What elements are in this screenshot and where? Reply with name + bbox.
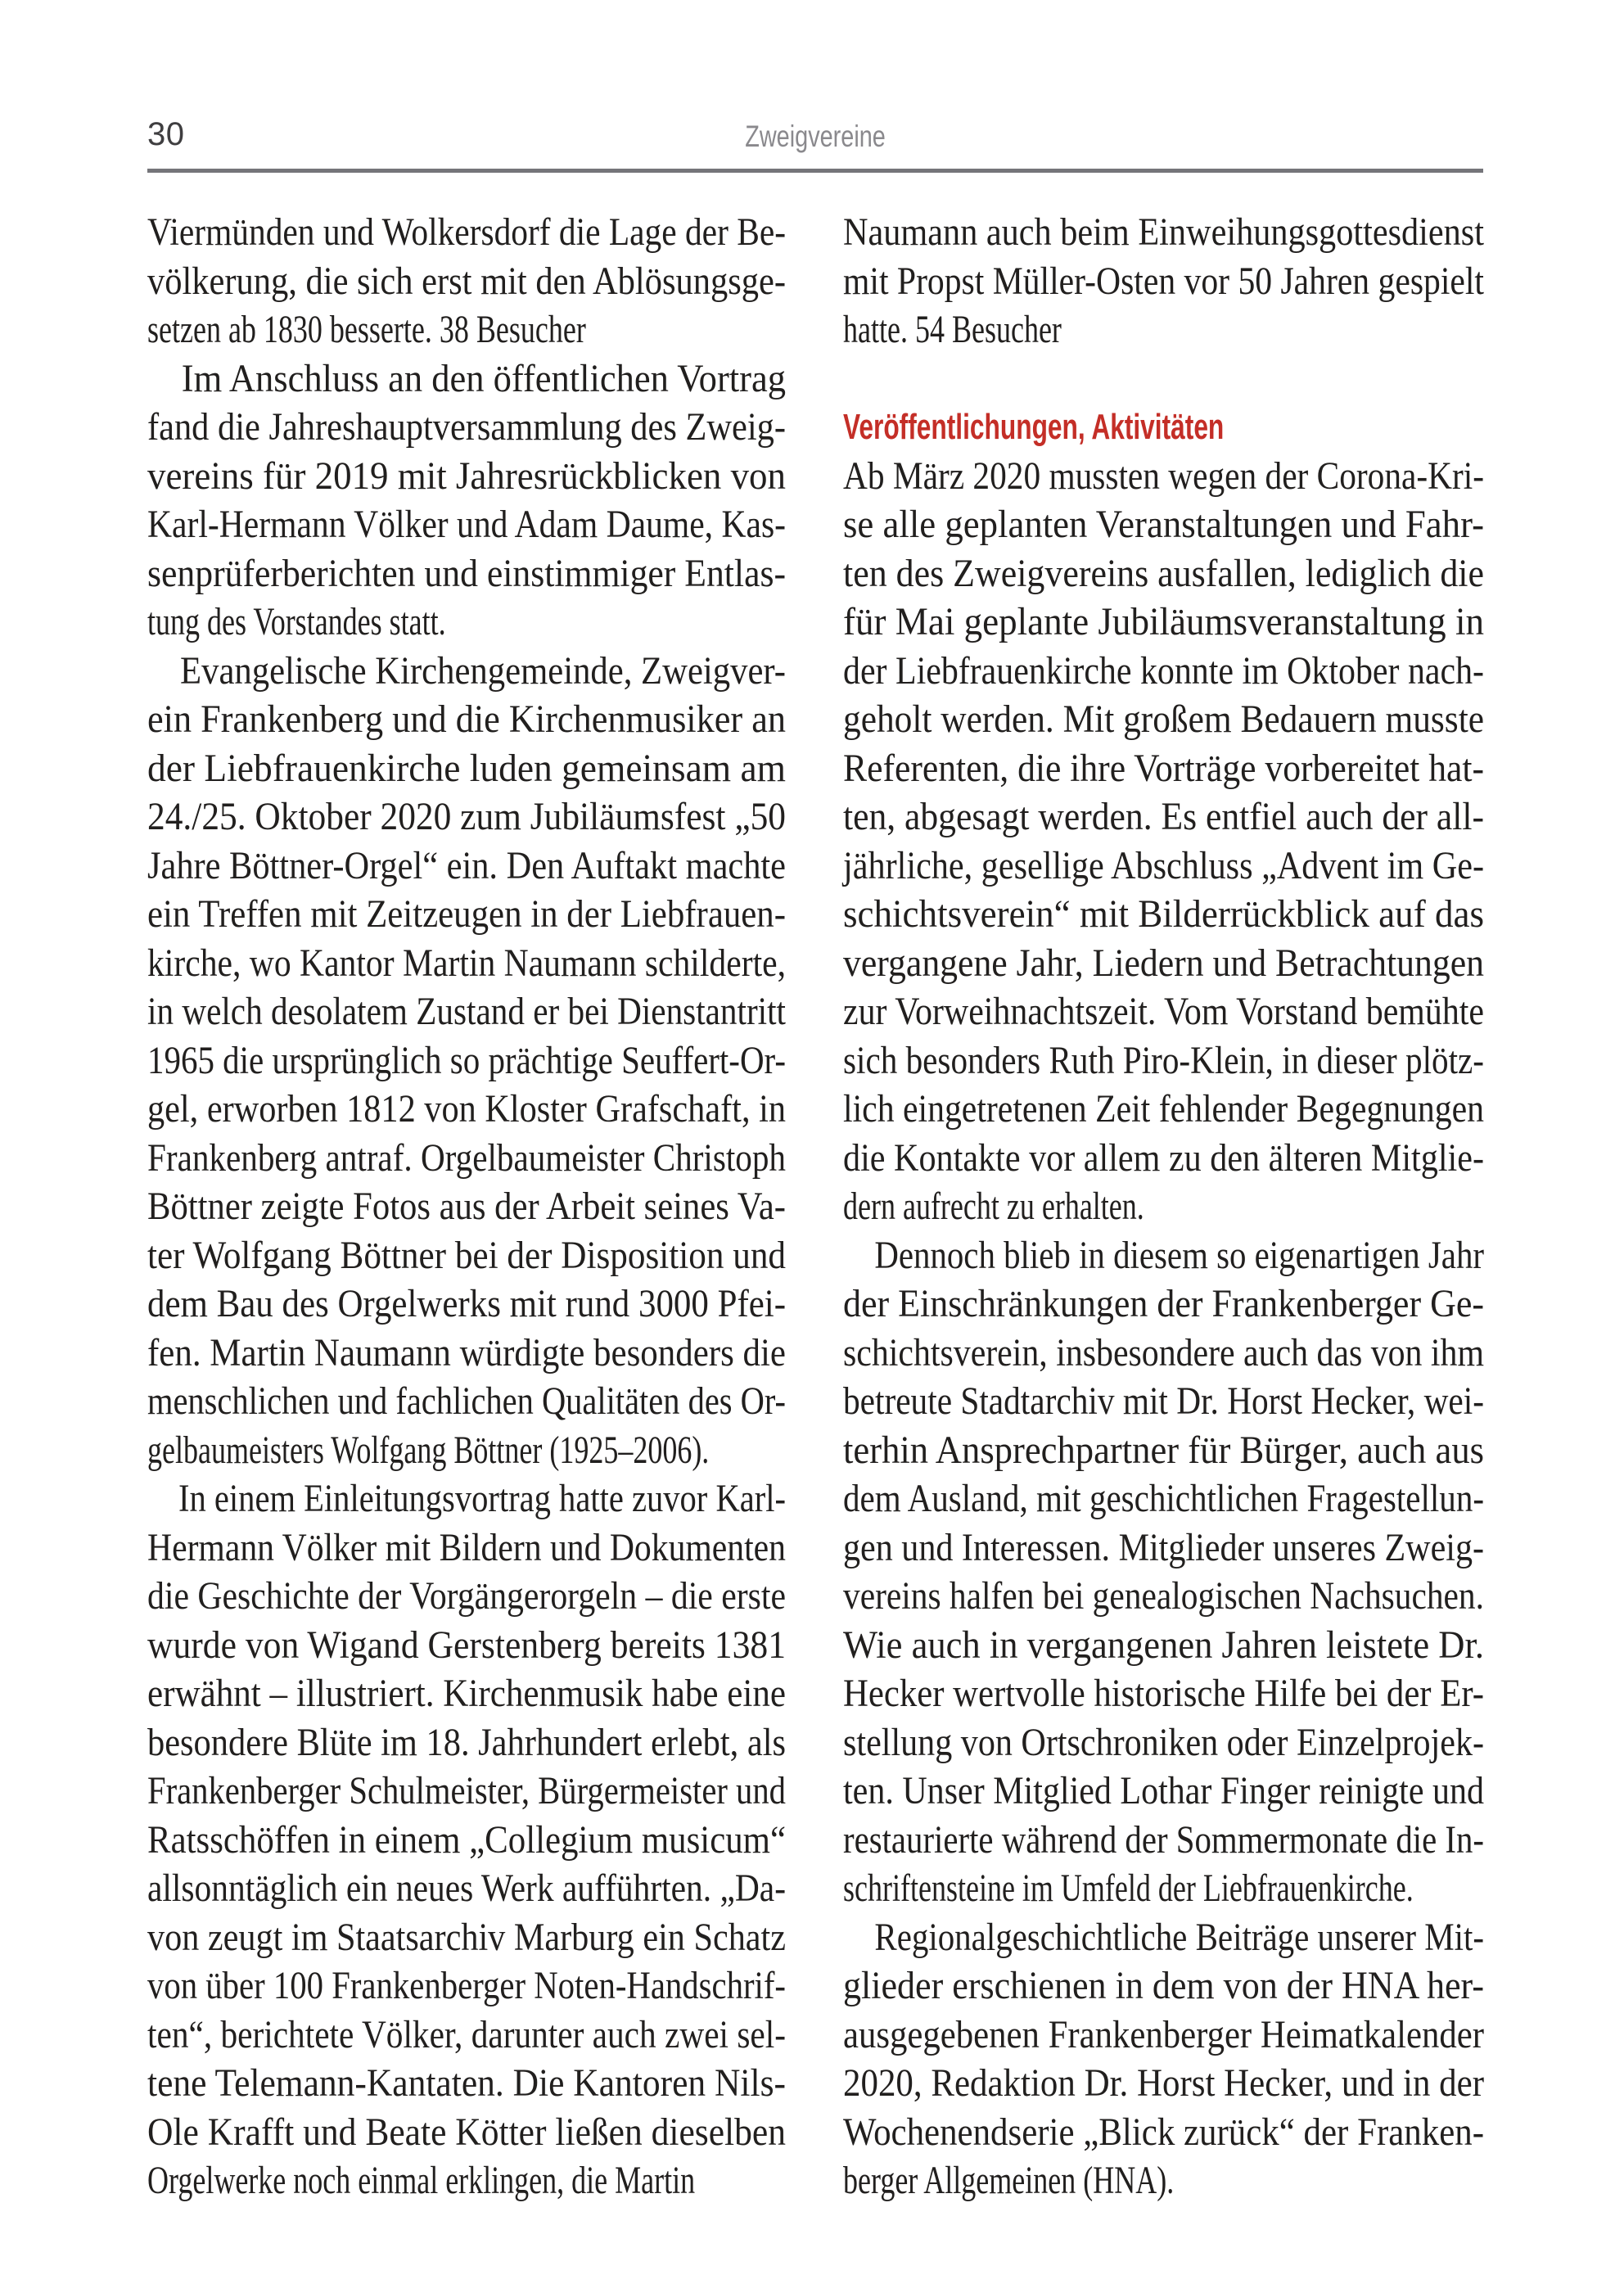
text-column-right [843, 208, 1484, 2205]
text-line: von über 100 Frankenberger Noten-Handschrif- [147, 1964, 786, 2007]
text-line: zur Vorweihnachtszeit. Vom Vorstand bemühte [843, 990, 1484, 1033]
text-line: 24./25. Oktober 2020 zum Jubiläumsfest „50 [147, 795, 786, 838]
text-line: dem Bau des Orgelwerks mit rund 3000 Pfei- [147, 1282, 786, 1325]
text-line: In einem Einleitungsvortrag hatte zuvor Karl- [178, 1477, 787, 1520]
text-line: Frankenberg antraf. Orgelbaumeister Christoph [147, 1135, 786, 1180]
text-line: 2020, Redaktion Dr. Horst Hecker, und in der [843, 2061, 1484, 2105]
text-line: glieder erschienen in dem von der HNA her- [843, 1964, 1484, 2007]
text-line: dern aufrecht zu erhalten. [843, 1185, 1144, 1228]
header-rule [147, 169, 1483, 173]
text-line: setzen ab 1830 besserte. 38 Besucher [147, 308, 586, 351]
text-line: ausgegebenen Frankenberger Heimatkalender [843, 2012, 1484, 2056]
text-line: sich besonders Ruth Piro-Klein, in dieser plötz- [843, 1038, 1484, 1082]
text-line: der Liebfrauenkirche konnte im Oktober nach- [843, 648, 1484, 693]
text-line: tung des Vorstandes statt. [147, 600, 446, 643]
text-line: von zeugt im Staatsarchiv Marburg ein Schatz [147, 1915, 786, 1959]
text-line: vereins halfen bei genealogischen Nachsuchen. [843, 1574, 1484, 1618]
text-line: Wochenendserie „Blick zurück“ der Franken- [843, 2110, 1484, 2154]
text-line: hatte. 54 Besucher [843, 308, 1062, 351]
running-head [147, 116, 1483, 154]
text-line: dem Ausland, mit geschichtlichen Fragestellun- [843, 1477, 1484, 1520]
text-line: die Kontakte vor allem zu den älteren Mitglie- [843, 1135, 1484, 1180]
text-line: geholt werden. Mit großem Bedauern musste [843, 697, 1484, 741]
text-line: Ab März 2020 mussten wegen der Corona-Kri- [843, 454, 1484, 498]
vertical-space [843, 354, 1484, 404]
text-line: Hecker wertvolle historische Hilfe bei der Er- [843, 1672, 1484, 1715]
text-line: ein Treffen mit Zeitzeugen in der Liebfrauen- [147, 892, 786, 936]
text-line: wurde von Wigand Gerstenberg bereits 1381 [147, 1623, 786, 1667]
text-line: menschlichen und fachlichen Qualitäten des Or- [147, 1379, 786, 1423]
text-line: Regionalgeschichtliche Beiträge unserer Mit- [874, 1915, 1484, 1959]
text-line: kirche, wo Kantor Martin Naumann schilderte, [147, 941, 786, 985]
text-line: Referenten, die ihre Vorträge vorbereitet hat- [843, 746, 1484, 790]
text-line: mit Propst Müller-Osten vor 50 Jahren gespielt [843, 259, 1484, 303]
text-line: Frankenberger Schulmeister, Bürgermeister und [147, 1769, 786, 1812]
running-head-title: Zweigvereine [745, 120, 886, 153]
text-line: terhin Ansprechpartner für Bürger, auch aus [843, 1428, 1484, 1472]
text-line: für Mai geplante Jubiläumsveranstaltung in [843, 600, 1484, 643]
text-line: schichtsverein, insbesondere auch das von ihm [843, 1330, 1484, 1374]
text-line: schichtsverein“ mit Bilderrückblick auf das [843, 892, 1484, 936]
text-line: in welch desolatem Zustand er bei Dienstantritt [147, 990, 786, 1033]
text-line: fand die Jahreshauptversammlung des Zweig- [147, 405, 786, 449]
text-line: Ole Krafft und Beate Kötter ließen dieselben [147, 2110, 786, 2154]
text-line: gel, erworben 1812 von Kloster Grafschaft, in [147, 1087, 786, 1131]
text-line: erwähnt – illustriert. Kirchenmusik habe eine [147, 1672, 786, 1715]
text-line: 1965 die ursprünglich so prächtige Seuffert-Or- [147, 1038, 786, 1082]
text-line: Wie auch in vergangenen Jahren leistete Dr. [843, 1623, 1484, 1667]
text-line: besondere Blüte im 18. Jahrhundert erlebt, als [147, 1720, 786, 1764]
text-line: se alle geplanten Veranstaltungen und Fahr- [843, 503, 1484, 546]
text-line: ter Wolfgang Böttner bei der Disposition und [147, 1233, 786, 1277]
text-line: restaurierte während der Sommermonate die In- [843, 1817, 1484, 1862]
text-line: die Geschichte der Vorgängerorgeln – die erste [147, 1574, 786, 1618]
text-line: ten, abgesagt werden. Es entfiel auch der all- [843, 795, 1484, 838]
page-number: 30 [147, 116, 185, 152]
text-line: Viermünden und Wolkersdorf die Lage der Be- [147, 210, 786, 254]
text-line: schriftensteine im Umfeld der Liebfrauenkirche. [843, 1866, 1414, 1910]
text-line: Jahre Böttner-Orgel“ ein. Den Auftakt machte [147, 843, 786, 887]
text-line: Naumann auch beim Einweihungsgottesdienst [843, 210, 1484, 254]
text-line: senprüferberichten und einstimmiger Entlas- [147, 551, 786, 595]
text-line: gen und Interessen. Mitglieder unseres Zweig- [843, 1525, 1484, 1569]
text-line: ten des Zweigvereins ausfallen, lediglich die [843, 551, 1484, 595]
text-line: Hermann Völker mit Bildern und Dokumenten [147, 1525, 786, 1569]
text-line: Böttner zeigte Fotos aus der Arbeit seines Va- [147, 1185, 786, 1228]
text-line: tene Telemann-Kantaten. Die Kantoren Nils- [147, 2061, 786, 2105]
text-line: lich eingetretenen Zeit fehlender Begegnungen [843, 1087, 1484, 1131]
text-line: ein Frankenberg und die Kirchenmusiker an [147, 697, 786, 741]
text-line: fen. Martin Naumann würdigte besonders die [147, 1330, 786, 1374]
text-line: der Liebfrauenkirche luden gemeinsam am [147, 746, 786, 790]
text-line: berger Allgemeinen (HNA). [843, 2159, 1175, 2202]
text-line: jährliche, gesellige Abschluss „Advent im Ge- [843, 843, 1484, 887]
text-line: völkerung, die sich erst mit den Ablösungsge- [147, 259, 786, 303]
text-line: Dennoch blieb in diesem so eigenartigen Jahr [874, 1233, 1484, 1277]
text-line: der Einschränkungen der Frankenberger Ge- [843, 1282, 1484, 1325]
text-line: ten. Unser Mitglied Lothar Finger reinigte und [843, 1769, 1484, 1812]
text-line: stellung von Ortschroniken oder Einzelprojek- [843, 1720, 1484, 1764]
text-column-left [147, 208, 786, 2205]
text-line: Orgelwerke noch einmal erklingen, die Martin [147, 2159, 696, 2202]
text-line: Karl-Hermann Völker und Adam Daume, Kas- [147, 503, 786, 546]
text-line: allsonntäglich ein neues Werk aufführten. „Da- [147, 1866, 786, 1910]
text-line: Im Anschluss an den öffentlichen Vortrag [181, 356, 786, 400]
text-line: Evangelische Kirchengemeinde, Zweigver- [180, 648, 786, 693]
section-heading: Veröffentlichungen, Aktivitäten [843, 407, 1225, 447]
text-line: ten“, berichtete Völker, darunter auch zwei sel- [147, 2012, 786, 2056]
text-line: betreute Stadtarchiv mit Dr. Horst Hecker, wei- [843, 1379, 1484, 1423]
text-line: vereins für 2019 mit Jahresrückblicken von [147, 454, 786, 498]
text-line: Ratsschöffen in einem „Collegium musicum“ [147, 1817, 786, 1862]
text-line: vergangene Jahr, Liedern und Betrachtungen [843, 941, 1484, 985]
text-line: gelbaumeisters Wolfgang Böttner (1925–2006). [147, 1428, 710, 1472]
